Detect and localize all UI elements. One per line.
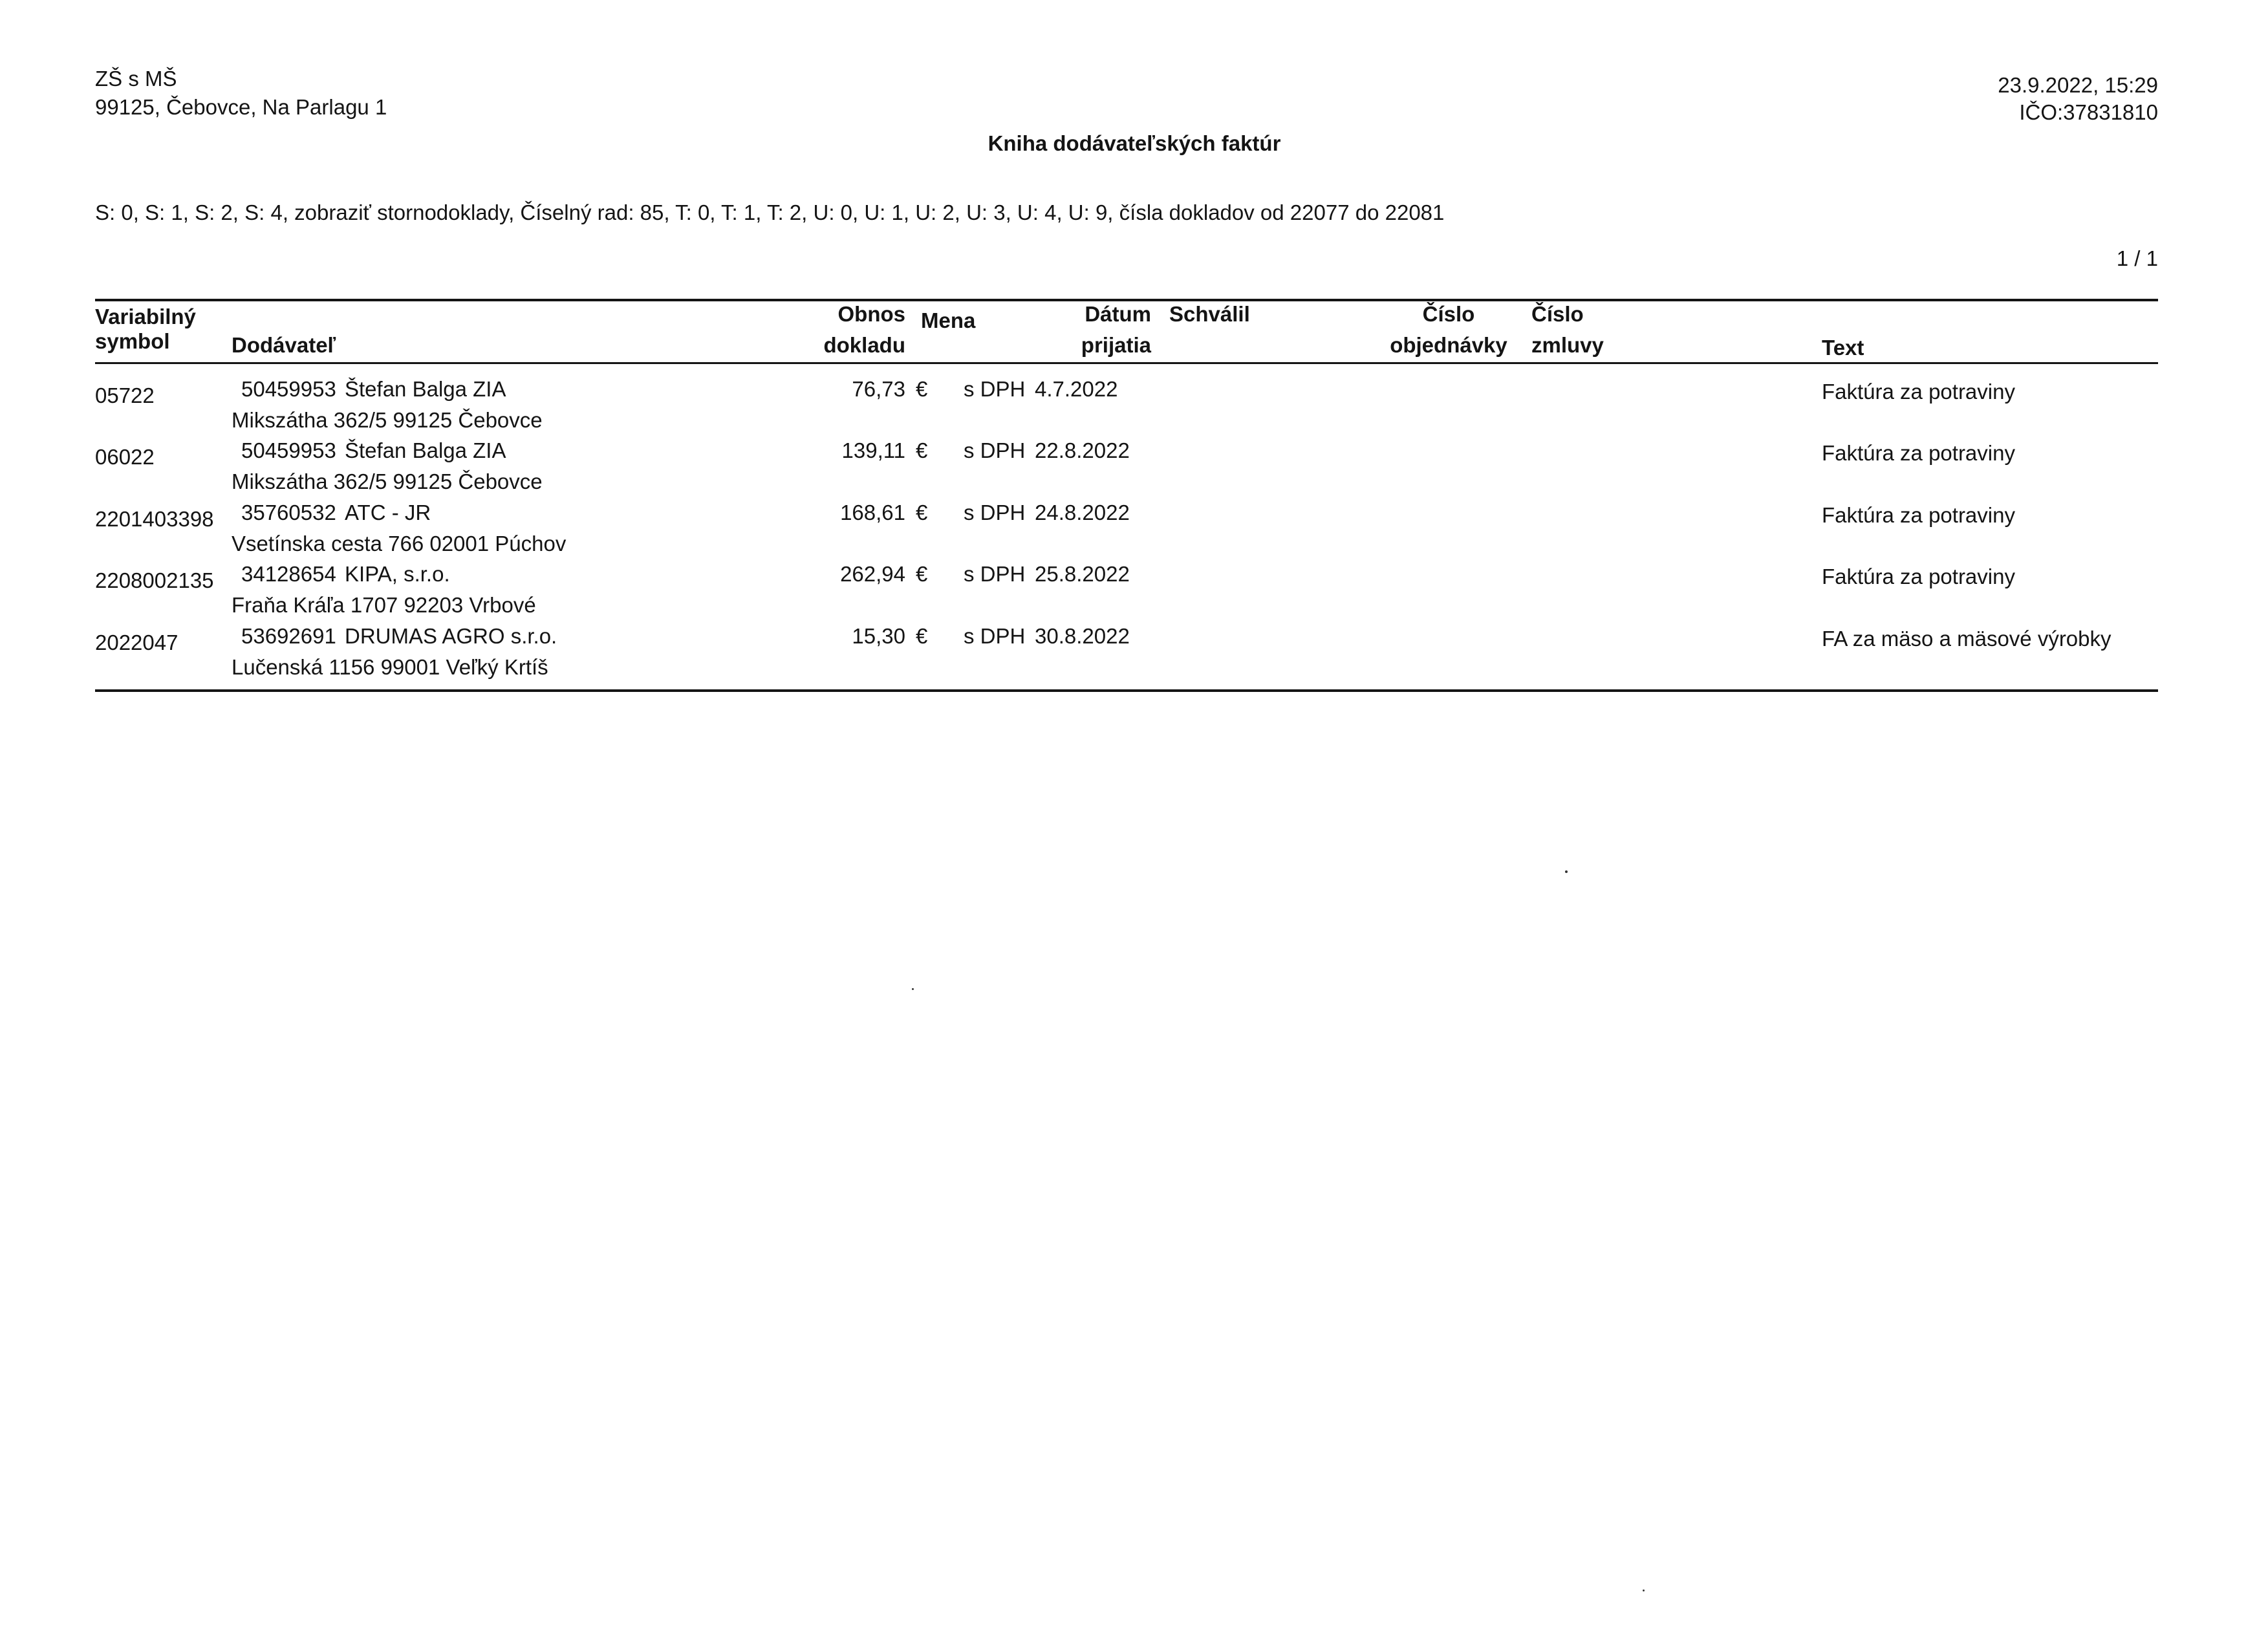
ico-number: IČO:37831810 (2019, 100, 2158, 124)
variable-symbol: 2208002135 (95, 568, 214, 592)
column-header-approved: Schválil (1169, 302, 1250, 326)
supplier-address: Vsetínska cesta 766 02001 Púchov (232, 532, 567, 555)
column-header-date-line1: Dátum (1085, 302, 1151, 326)
column-header-text: Text (1822, 336, 1864, 360)
organization-address: 99125, Čebovce, Na Parlagu 1 (95, 95, 387, 119)
column-header-order-line1: Číslo (1422, 302, 1475, 326)
invoice-amount: 139,11 (841, 438, 905, 462)
column-header-date-line2: prijatia (1081, 333, 1151, 357)
table-row (0, 623, 2268, 685)
invoice-amount: 76,73 (852, 377, 905, 401)
received-date: 22.8.2022 (1035, 438, 1130, 462)
received-date: 30.8.2022 (1035, 624, 1130, 648)
received-date: 4.7.2022 (1035, 377, 1118, 401)
supplier-address: Mikszátha 362/5 99125 Čebovce (232, 408, 543, 432)
column-header-vs-line2: symbol (95, 329, 170, 353)
currency: € (916, 501, 928, 524)
invoice-text: Faktúra za potraviny (1822, 380, 2015, 404)
supplier-name: Štefan Balga ZIA (345, 438, 506, 462)
vat-flag: s DPH (964, 562, 1026, 586)
table-header-rule (95, 362, 2158, 364)
variable-symbol: 2022047 (95, 630, 178, 654)
column-header-contract-line2: zmluvy (1531, 333, 1604, 357)
invoice-text: Faktúra za potraviny (1822, 441, 2015, 465)
supplier-name: KIPA, s.r.o. (345, 562, 450, 586)
variable-symbol: 2201403398 (95, 507, 214, 531)
vat-flag: s DPH (964, 501, 1026, 524)
table-row (0, 438, 2268, 500)
invoice-amount: 262,94 (840, 562, 905, 586)
document-title: Kniha dodávateľských faktúr (988, 131, 1281, 155)
print-datetime: 23.9.2022, 15:29 (1998, 73, 2158, 97)
currency: € (916, 438, 928, 462)
supplier-address: Mikszátha 362/5 99125 Čebovce (232, 469, 543, 493)
currency: € (916, 624, 928, 648)
currency: € (916, 562, 928, 586)
invoice-amount: 168,61 (840, 501, 905, 524)
supplier-address: Lučenská 1156 99001 Veľký Krtíš (232, 655, 548, 679)
table-row (0, 500, 2268, 562)
table-bottom-rule (95, 689, 2158, 692)
scan-speck (1565, 870, 1568, 873)
invoice-text: FA za mäso a mäsové výrobky (1822, 627, 2111, 651)
supplier-ico: 50459953 (241, 438, 336, 462)
supplier-name: DRUMAS AGRO s.r.o. (345, 624, 557, 648)
supplier-name: Štefan Balga ZIA (345, 377, 506, 401)
vat-flag: s DPH (964, 377, 1026, 401)
vat-flag: s DPH (964, 438, 1026, 462)
received-date: 24.8.2022 (1035, 501, 1130, 524)
column-header-vs-line1: Variabilný (95, 305, 196, 329)
supplier-ico: 50459953 (241, 377, 336, 401)
invoice-amount: 15,30 (852, 624, 905, 648)
scan-speck (1643, 1590, 1645, 1591)
currency: € (916, 377, 928, 401)
organization-name: ZŠ s MŠ (95, 67, 177, 91)
vat-flag: s DPH (964, 624, 1026, 648)
table-row (0, 561, 2268, 623)
supplier-address: Fraňa Kráľa 1707 92203 Vrbové (232, 593, 536, 617)
filter-criteria: S: 0, S: 1, S: 2, S: 4, zobraziť stornodoklady, Číselný rad: 85, T: 0, T: 1, T: 2, U: 0, U: 1, U: 2, U: 3, U: 4, U: 9, čísla dokladov od 22077 do 22081 (95, 200, 1445, 224)
supplier-ico: 53692691 (241, 624, 336, 648)
invoice-text: Faktúra za potraviny (1822, 503, 2015, 527)
supplier-name: ATC - JR (345, 501, 431, 524)
column-header-contract-line1: Číslo (1531, 302, 1584, 326)
column-header-order-line2: objednávky (1390, 333, 1507, 357)
column-header-currency: Mena (921, 308, 976, 332)
variable-symbol: 05722 (95, 383, 155, 407)
supplier-ico: 34128654 (241, 562, 336, 586)
supplier-ico: 35760532 (241, 501, 336, 524)
invoice-text: Faktúra za potraviny (1822, 565, 2015, 588)
column-header-amount-line2: dokladu (823, 333, 905, 357)
scan-speck (912, 988, 914, 990)
table-row (0, 376, 2268, 438)
variable-symbol: 06022 (95, 445, 155, 469)
page-number: 1 / 1 (2116, 246, 2158, 270)
column-header-amount-line1: Obnos (837, 302, 905, 326)
received-date: 25.8.2022 (1035, 562, 1130, 586)
column-header-supplier: Dodávateľ (232, 333, 336, 357)
